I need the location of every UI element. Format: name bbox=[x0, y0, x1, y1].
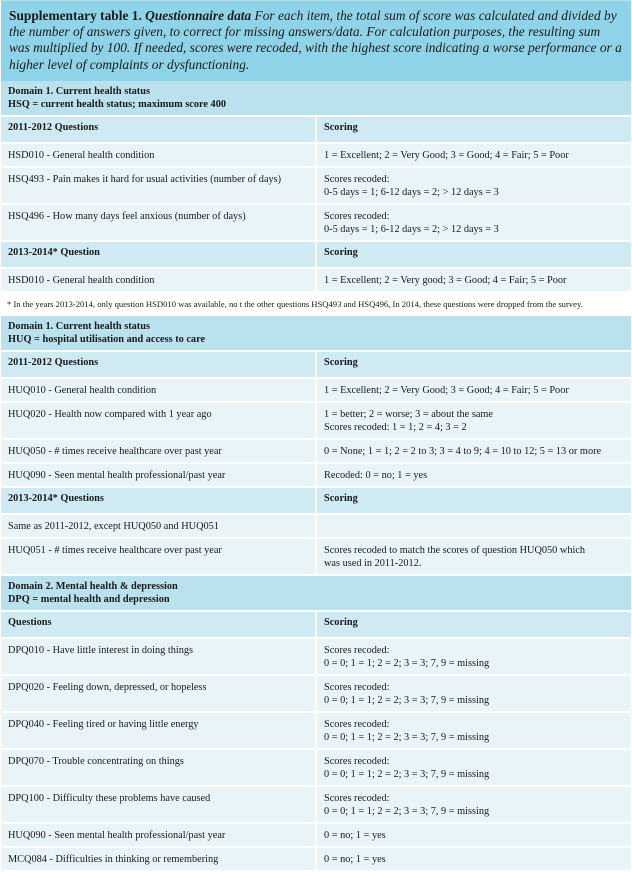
domain-title: Domain 1. Current health status bbox=[8, 320, 150, 332]
scoring-cell bbox=[316, 712, 631, 749]
scoring-cell bbox=[316, 675, 631, 712]
scoring-line: Scores recoded: bbox=[324, 173, 390, 185]
scoring-cell bbox=[316, 749, 631, 786]
scoring-line: was used in 2011-2012. bbox=[324, 557, 422, 569]
scoring-line: 0 = no; 1 = yes bbox=[324, 853, 386, 865]
column-header-row bbox=[1, 116, 631, 143]
question-cell: DPQ020 - Feeling down, depressed, or hopeless bbox=[1, 675, 316, 712]
scoring-header: Scoring bbox=[316, 611, 631, 638]
table-row bbox=[1, 638, 631, 675]
scoring-header: Scoring bbox=[316, 487, 631, 514]
questions-header: 2011-2012 Questions bbox=[1, 116, 316, 143]
column-header-row bbox=[1, 351, 631, 378]
domain-subtitle: HSQ = current health status; maximum score 400 bbox=[8, 98, 226, 110]
scoring-cell bbox=[316, 402, 631, 439]
scoring-cell bbox=[316, 847, 631, 871]
question-cell: HUQ020 - Health now compared with 1 year ago bbox=[1, 402, 316, 439]
question-cell: Same as 2011-2012, except HUQ050 and HUQ051 bbox=[1, 514, 316, 538]
question-cell: HSD010 - General health condition bbox=[1, 143, 316, 167]
scoring-line: Recoded: 0 = no; 1 = yes bbox=[324, 469, 428, 481]
caption-number: Supplementary table 1. bbox=[9, 8, 142, 23]
scoring-line: 0 = 0; 1 = 1; 2 = 2; 3 = 3; 7, 9 = missing bbox=[324, 805, 490, 817]
scoring-cell bbox=[316, 514, 631, 538]
table-row bbox=[1, 823, 631, 847]
questionnaire-table bbox=[1, 81, 631, 872]
questions-header: 2013-2014* Question bbox=[1, 241, 316, 268]
scoring-header: Scoring bbox=[316, 241, 631, 268]
questions-header: 2011-2012 Questions bbox=[1, 351, 316, 378]
scoring-line: Scores recoded: bbox=[324, 755, 390, 767]
column-header-row bbox=[1, 487, 631, 514]
scoring-line: Scores recoded to match the scores of question HUQ050 which bbox=[324, 544, 586, 556]
table-row bbox=[1, 402, 631, 439]
scoring-line: Scores recoded: bbox=[324, 210, 390, 222]
table-row bbox=[1, 378, 631, 402]
scoring-cell bbox=[316, 823, 631, 847]
scoring-cell bbox=[316, 439, 631, 463]
column-header-row bbox=[1, 611, 631, 638]
scoring-line: 0 = None; 1 = 1; 2 = 2 to 3; 3 = 4 to 9; 4 = 10 to 12; 5 = 13 or more bbox=[324, 445, 602, 457]
table-row bbox=[1, 463, 631, 487]
scoring-cell bbox=[316, 143, 631, 167]
question-cell: DPQ040 - Feeling tired or having little energy bbox=[1, 712, 316, 749]
table-row bbox=[1, 847, 631, 871]
scoring-line: 1 = Excellent; 2 = Very Good; 3 = Good; 4 = Fair; 5 = Poor bbox=[324, 384, 569, 396]
question-cell: HUQ050 - # times receive healthcare over past year bbox=[1, 439, 316, 463]
scoring-cell bbox=[316, 463, 631, 487]
table-row bbox=[1, 204, 631, 241]
caption-description: For each item, the total sum of score was calculated and divided by the number of answers given, to correct for missing answers/data. For calculation purposes, the resulting sum was multiplied by 100. If needed, scores were recoded, with the highest score indicating a worse performance or a higher level of complaints or dysfunctioning. bbox=[9, 8, 622, 72]
table-row bbox=[1, 514, 631, 538]
question-cell: DPQ070 - Trouble concentrating on things bbox=[1, 749, 316, 786]
scoring-line: 0 = 0; 1 = 1; 2 = 2; 3 = 3; 7, 9 = missing bbox=[324, 768, 490, 780]
question-cell: DPQ100 - Difficulty these problems have caused bbox=[1, 786, 316, 823]
table-row bbox=[1, 749, 631, 786]
table-row bbox=[1, 167, 631, 204]
domain-title: Domain 1. Current health status bbox=[8, 85, 150, 97]
domain-subtitle: DPQ = mental health and depression bbox=[8, 593, 170, 605]
question-cell: DPQ010 - Have little interest in doing things bbox=[1, 638, 316, 675]
scoring-line: Scores recoded: bbox=[324, 681, 390, 693]
scoring-header: Scoring bbox=[316, 116, 631, 143]
scoring-cell bbox=[316, 378, 631, 402]
domain-subtitle: HUQ = hospital utilisation and access to care bbox=[8, 333, 206, 345]
question-cell: HSD010 - General health condition bbox=[1, 268, 316, 292]
question-cell: HSQ493 - Pain makes it hard for usual activities (number of days) bbox=[1, 167, 316, 204]
scoring-line: 1 = Excellent; 2 = Very Good; 3 = Good; 4 = Fair; 5 = Poor bbox=[324, 149, 569, 161]
scoring-header: Scoring bbox=[316, 351, 631, 378]
questions-header: 2013-2014* Questions bbox=[1, 487, 316, 514]
table-caption bbox=[1, 0, 631, 81]
domain-header bbox=[1, 81, 631, 116]
supplementary-table-page bbox=[1, 0, 631, 872]
scoring-line: 1 = better; 2 = worse; 3 = about the same bbox=[324, 408, 493, 420]
scoring-cell bbox=[316, 786, 631, 823]
scoring-cell bbox=[316, 538, 631, 575]
table-footnote: * In the years 2013-2014, only question HSD010 was available, no t the other questions HSQ493 and HSQ496, In 2014, these questions were dropped from the survey. bbox=[1, 292, 631, 315]
scoring-line: Scores recoded: 1 = 1; 2 = 4; 3 = 2 bbox=[324, 421, 467, 433]
column-header-row bbox=[1, 241, 631, 268]
scoring-line: 0-5 days = 1; 6-12 days = 2; > 12 days = 3 bbox=[324, 186, 499, 198]
scoring-line: Scores recoded: bbox=[324, 718, 390, 730]
table-row bbox=[1, 538, 631, 575]
scoring-line: 0 = 0; 1 = 1; 2 = 2; 3 = 3; 7, 9 = missing bbox=[324, 694, 490, 706]
question-cell: HUQ051 - # times receive healthcare over past year bbox=[1, 538, 316, 575]
question-cell: HUQ090 - Seen mental health professional/past year bbox=[1, 823, 316, 847]
table-row bbox=[1, 712, 631, 749]
question-cell: HUQ090 - Seen mental health professional/past year bbox=[1, 463, 316, 487]
scoring-cell bbox=[316, 638, 631, 675]
table-row bbox=[1, 675, 631, 712]
scoring-line: 0 = 0; 1 = 1; 2 = 2; 3 = 3; 7, 9 = missing bbox=[324, 731, 490, 743]
scoring-cell bbox=[316, 268, 631, 292]
question-cell: HSQ496 - How many days feel anxious (number of days) bbox=[1, 204, 316, 241]
scoring-line: 1 = Excellent; 2 = Very good; 3 = Good; 4 = Fair; 5 = Poor bbox=[324, 274, 567, 286]
table-row bbox=[1, 143, 631, 167]
domain-header bbox=[1, 575, 631, 611]
domain-title: Domain 2. Mental health & depression bbox=[8, 580, 178, 592]
question-cell: MCQ084 - Difficulties in thinking or remembering bbox=[1, 847, 316, 871]
scoring-line: 0-5 days = 1; 6-12 days = 2; > 12 days = 3 bbox=[324, 223, 499, 235]
scoring-line: Scores recoded: bbox=[324, 644, 390, 656]
scoring-line: 0 = 0; 1 = 1; 2 = 2; 3 = 3; 7, 9 = missing bbox=[324, 657, 490, 669]
scoring-cell bbox=[316, 204, 631, 241]
table-row bbox=[1, 268, 631, 292]
caption-title: Questionnaire data bbox=[145, 8, 252, 23]
scoring-cell bbox=[316, 167, 631, 204]
table-row bbox=[1, 439, 631, 463]
domain-header bbox=[1, 315, 631, 351]
caption-label bbox=[9, 8, 251, 23]
scoring-line: 0 = no; 1 = yes bbox=[324, 829, 386, 841]
question-cell: HUQ010 - General health condition bbox=[1, 378, 316, 402]
questions-header: Questions bbox=[1, 611, 316, 638]
table-row bbox=[1, 786, 631, 823]
table-footnote-row bbox=[1, 292, 631, 315]
scoring-line: Scores recoded: bbox=[324, 792, 390, 804]
